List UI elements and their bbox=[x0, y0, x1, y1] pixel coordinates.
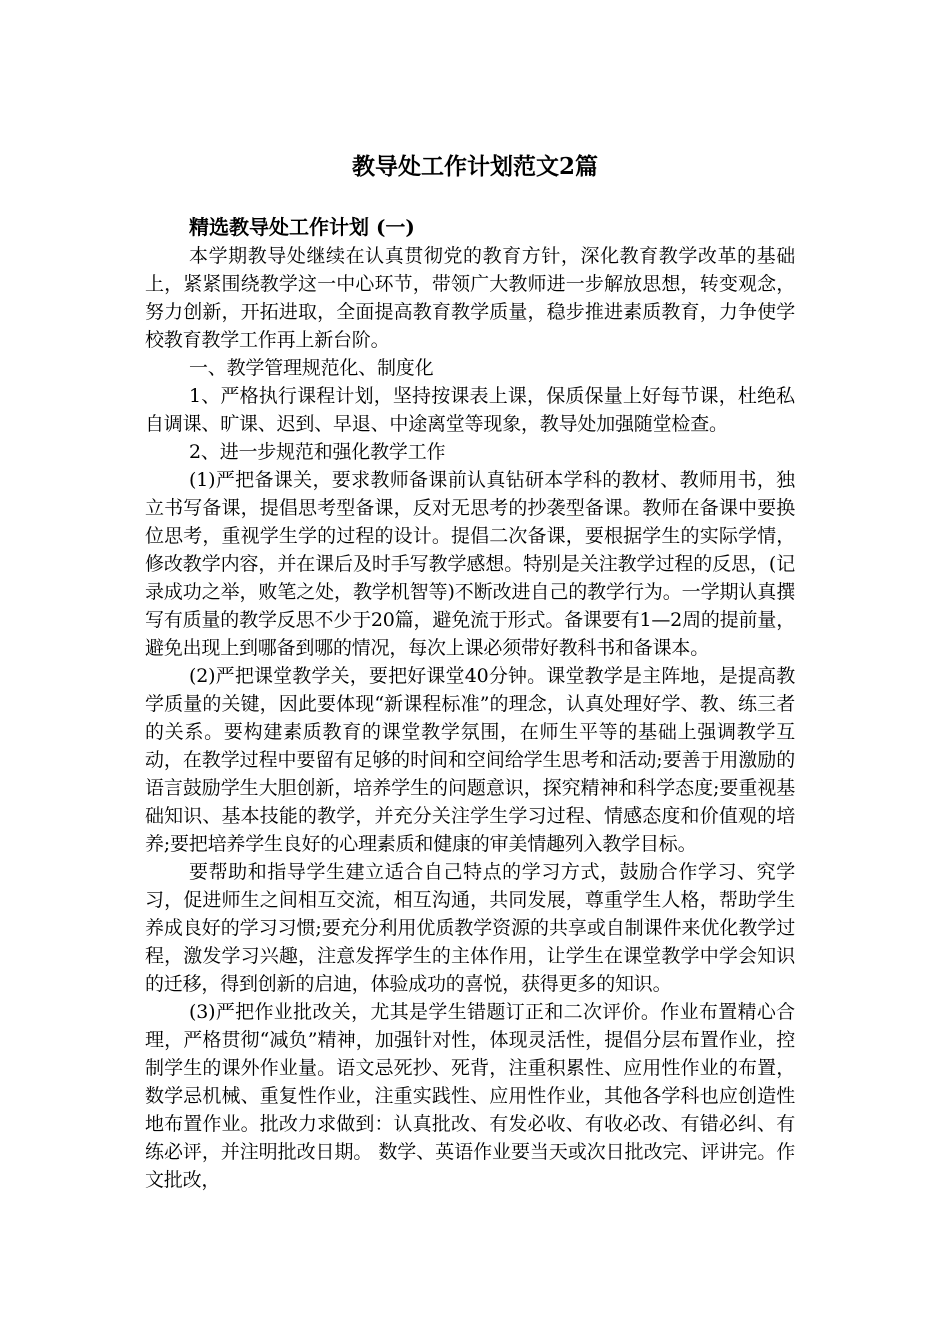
paragraph-homework: (3)严把作业批改关，尤其是学生错题订正和二次评价。作业布置精心合理，严格贯彻“减负”精神，加强针对性，体现灵活性，提倡分层布置作业，控制学生的课外作业量。语文忌死抄、死背，注重积累性、应用性作业的布置，数学忌机械、重复性作业，注重实践性、应用性作业，其他各学科也应创造性地布置作业。批改力求做到：认真批改、有发必收、有收必改、有错必纠、有练必评，并注明批改日期。 数学、英语作业要当天或次日批改完、评讲完。作文批改， bbox=[145, 1001, 795, 1191]
section-heading: 精选教导处工作计划 (一) bbox=[189, 215, 415, 239]
paragraph-classroom-teaching: (2)严把课堂教学关，要把好课堂40分钟。课堂教学是主阵地，是提高教学质量的关键，因此要体现“新课程标准”的理念，认真处理好学、教、练三者的关系。要构建素质教育的课堂教学氛围，在师生平等的基础上强调教学互动，在教学过程中要留有足够的时间和空间给学生思考和活动;要善于用激励的语言鼓励学生大胆创新，培养学生的问题意识，探究精神和科学态度;要重视基础知识、基本技能的教学，并充分关注学生学习过程、情感态度和价值观的培养;要把培养学生良好的心理素质和健康的审美情趣列入教学目标。 bbox=[145, 665, 795, 855]
paragraph-item-2: 2、进一步规范和强化教学工作 bbox=[189, 441, 446, 463]
paragraph-learning-methods: 要帮助和指导学生建立适合自己特点的学习方式，鼓励合作学习、究学习，促进师生之间相互交流，相互沟通，共同发展，尊重学生人格，帮助学生养成良好的学习习惯;要充分利用优质教学资源的共享或自制课件来优化教学过程，激发学习兴趣，注意发挥学生的主体作用，让学生在课堂教学中学会知识的迁移，得到创新的启迪，体验成功的喜悦，获得更多的知识。 bbox=[145, 861, 795, 995]
paragraph-item-1: 1、严格执行课程计划，坚持按课表上课，保质保量上好每节课，杜绝私自调课、旷课、迟到、早退、中途离堂等现象，教导处加强随堂检查。 bbox=[145, 385, 795, 435]
paragraph-heading-1: 一、教学管理规范化、制度化 bbox=[189, 357, 434, 379]
document-title: 教导处工作计划范文2篇 bbox=[351, 153, 598, 180]
paragraph-lesson-prep: (1)严把备课关，要求教师备课前认真钻研本学科的教材、教师用书，独立书写备课，提倡思考型备课，反对无思考的抄袭型备课。教师在备课中要换位思考，重视学生学的过程的设计。提倡二次备课，要根据学生的实际学情，修改教学内容，并在课后及时手写教学感想。特别是关注教学过程的反思，(记录成功之举，败笔之处，教学机智等)不断改进自己的教学行为。一学期认真撰写有质量的教学反思不少于20篇，避免流于形式。备课要有1—2周的提前量，避免出现上到哪备到哪的情况，每次上课必须带好教科书和备课本。 bbox=[145, 469, 795, 659]
paragraph-intro: 本学期教导处继续在认真贯彻党的教育方针，深化教育教学改革的基础上，紧紧围绕教学这一中心环节，带领广大教师进一步解放思想，转变观念，努力创新，开拓进取，全面提高教育教学质量，稳步推进素质教育，力争使学校教育教学工作再上新台阶。 bbox=[145, 245, 795, 351]
document-body bbox=[145, 213, 795, 1194]
